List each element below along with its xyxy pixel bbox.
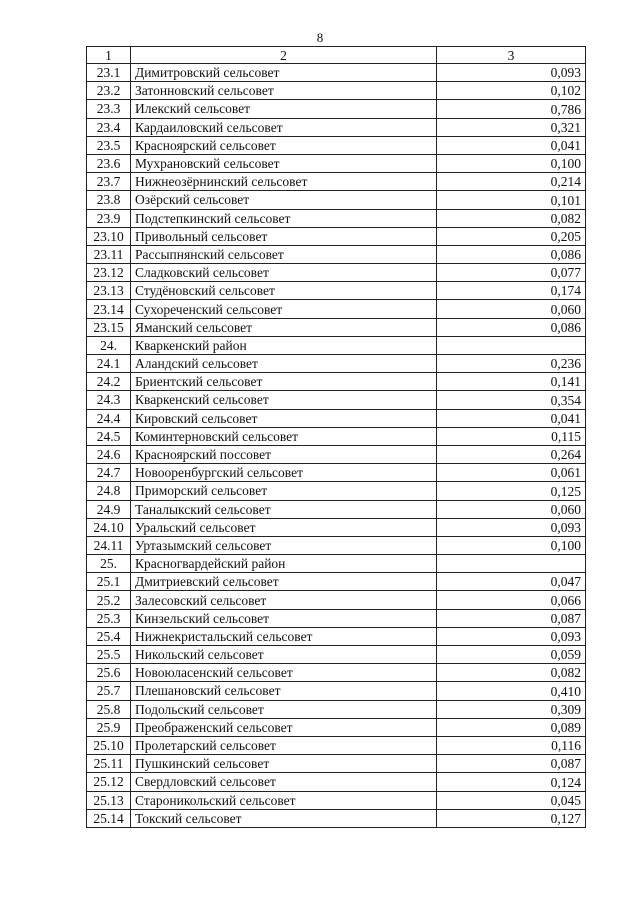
table-row bbox=[87, 336, 586, 354]
row-number-cell: 25.7 bbox=[87, 682, 131, 700]
row-name-cell: Приморский сельсовет bbox=[131, 482, 437, 500]
row-value-cell: 0,101 bbox=[437, 191, 586, 209]
row-value-cell: 0,174 bbox=[437, 282, 586, 300]
row-number-cell: 25.1 bbox=[87, 573, 131, 591]
row-name-cell: Токский сельсовет bbox=[131, 809, 437, 827]
row-value-cell: 0,236 bbox=[437, 355, 586, 373]
row-value-cell: 0,264 bbox=[437, 445, 586, 463]
row-name-cell: Рассыпнянский сельсовет bbox=[131, 245, 437, 263]
row-value-cell: 0,214 bbox=[437, 173, 586, 191]
row-number-cell: 24.8 bbox=[87, 482, 131, 500]
row-value-cell: 0,059 bbox=[437, 646, 586, 664]
table-body bbox=[87, 47, 586, 828]
row-name-cell: Староникольский сельсовет bbox=[131, 791, 437, 809]
table-row bbox=[87, 373, 586, 391]
row-value-cell: 0,066 bbox=[437, 591, 586, 609]
row-value-cell: 0,060 bbox=[437, 300, 586, 318]
table-row bbox=[87, 573, 586, 591]
row-value-cell: 0,086 bbox=[437, 245, 586, 263]
row-name-cell: Студёновский сельсовет bbox=[131, 282, 437, 300]
row-value-cell: 0,077 bbox=[437, 264, 586, 282]
table-row bbox=[87, 209, 586, 227]
row-number-cell: 23.12 bbox=[87, 264, 131, 282]
table-row bbox=[87, 682, 586, 700]
table-row bbox=[87, 718, 586, 736]
table-row bbox=[87, 427, 586, 445]
table-row bbox=[87, 136, 586, 154]
row-number-cell: 23.14 bbox=[87, 300, 131, 318]
row-value-cell: 0,102 bbox=[437, 82, 586, 100]
table-row bbox=[87, 391, 586, 409]
row-number-cell: 25.8 bbox=[87, 700, 131, 718]
row-number-cell: 25.4 bbox=[87, 627, 131, 645]
row-number-cell: 25.5 bbox=[87, 646, 131, 664]
row-name-cell: Привольный сельсовет bbox=[131, 227, 437, 245]
table-row bbox=[87, 118, 586, 136]
row-name-cell: Аландский сельсовет bbox=[131, 355, 437, 373]
row-value-cell: 0,082 bbox=[437, 209, 586, 227]
row-name-cell: Коминтерновский сельсовет bbox=[131, 427, 437, 445]
row-name-cell: Новоюласенский сельсовет bbox=[131, 664, 437, 682]
row-number-cell: 24.2 bbox=[87, 373, 131, 391]
row-number-cell: 23.3 bbox=[87, 100, 131, 118]
row-name-cell: Сладковский сельсовет bbox=[131, 264, 437, 282]
row-number-cell: 25.13 bbox=[87, 791, 131, 809]
row-name-cell: Яманский сельсовет bbox=[131, 318, 437, 336]
row-value-cell: 0,205 bbox=[437, 227, 586, 245]
row-name-cell: Кваркенский сельсовет bbox=[131, 391, 437, 409]
table-row bbox=[87, 482, 586, 500]
row-value-cell bbox=[437, 336, 586, 354]
row-name-cell: Красноярский поссовет bbox=[131, 445, 437, 463]
table-row bbox=[87, 191, 586, 209]
row-value-cell: 0,047 bbox=[437, 573, 586, 591]
row-name-cell: Преображенский сельсовет bbox=[131, 718, 437, 736]
table-row bbox=[87, 646, 586, 664]
row-name-cell: Дмитриевский сельсовет bbox=[131, 573, 437, 591]
row-number-cell: 23.7 bbox=[87, 173, 131, 191]
table-row bbox=[87, 609, 586, 627]
row-value-cell: 0,786 bbox=[437, 100, 586, 118]
table-row bbox=[87, 409, 586, 427]
row-number-cell: 24.1 bbox=[87, 355, 131, 373]
table-row bbox=[87, 536, 586, 554]
header-cell-value: 3 bbox=[437, 47, 586, 64]
row-name-cell: Красногвардейский район bbox=[131, 555, 437, 573]
data-table bbox=[86, 46, 586, 828]
row-name-cell: Нижнеозёрнинский сельсовет bbox=[131, 173, 437, 191]
table-row bbox=[87, 264, 586, 282]
row-number-cell: 23.2 bbox=[87, 82, 131, 100]
row-name-cell: Красноярский сельсовет bbox=[131, 136, 437, 154]
row-name-cell: Никольский сельсовет bbox=[131, 646, 437, 664]
row-value-cell: 0,061 bbox=[437, 464, 586, 482]
row-value-cell: 0,086 bbox=[437, 318, 586, 336]
table-row bbox=[87, 100, 586, 118]
row-number-cell: 24.11 bbox=[87, 536, 131, 554]
row-name-cell: Озёрский сельсовет bbox=[131, 191, 437, 209]
row-value-cell: 0,041 bbox=[437, 136, 586, 154]
row-value-cell: 0,093 bbox=[437, 518, 586, 536]
row-number-cell: 23.15 bbox=[87, 318, 131, 336]
row-number-cell: 25.2 bbox=[87, 591, 131, 609]
table-row bbox=[87, 555, 586, 573]
row-value-cell: 0,141 bbox=[437, 373, 586, 391]
row-value-cell bbox=[437, 555, 586, 573]
row-number-cell: 24. bbox=[87, 336, 131, 354]
table-row bbox=[87, 318, 586, 336]
header-cell-name: 2 bbox=[131, 47, 437, 64]
row-value-cell: 0,100 bbox=[437, 536, 586, 554]
row-name-cell: Новооренбургский сельсовет bbox=[131, 464, 437, 482]
row-name-cell: Кваркенский район bbox=[131, 336, 437, 354]
row-name-cell: Таналыкский сельсовет bbox=[131, 500, 437, 518]
row-number-cell: 24.3 bbox=[87, 391, 131, 409]
row-name-cell: Нижнекристальский сельсовет bbox=[131, 627, 437, 645]
table-row bbox=[87, 773, 586, 791]
row-value-cell: 0,410 bbox=[437, 682, 586, 700]
page-number: 8 bbox=[316, 30, 324, 45]
table-row bbox=[87, 282, 586, 300]
row-number-cell: 24.10 bbox=[87, 518, 131, 536]
row-value-cell: 0,089 bbox=[437, 718, 586, 736]
row-number-cell: 24.7 bbox=[87, 464, 131, 482]
row-name-cell: Подольский сельсовет bbox=[131, 700, 437, 718]
row-value-cell: 0,087 bbox=[437, 755, 586, 773]
header-row bbox=[87, 47, 586, 64]
row-value-cell: 0,041 bbox=[437, 409, 586, 427]
row-name-cell: Илекский сельсовет bbox=[131, 100, 437, 118]
row-value-cell: 0,045 bbox=[437, 791, 586, 809]
row-number-cell: 23.6 bbox=[87, 154, 131, 172]
table-row bbox=[87, 154, 586, 172]
row-number-cell: 23.9 bbox=[87, 209, 131, 227]
row-value-cell: 0,354 bbox=[437, 391, 586, 409]
row-name-cell: Кинзельский сельсовет bbox=[131, 609, 437, 627]
row-name-cell: Сухореченский сельсовет bbox=[131, 300, 437, 318]
table-row bbox=[87, 664, 586, 682]
row-name-cell: Свердловский сельсовет bbox=[131, 773, 437, 791]
row-name-cell: Подстепкинский сельсовет bbox=[131, 209, 437, 227]
row-name-cell: Бриентский сельсовет bbox=[131, 373, 437, 391]
table-row bbox=[87, 173, 586, 191]
table-row bbox=[87, 518, 586, 536]
row-value-cell: 0,093 bbox=[437, 64, 586, 82]
table-row bbox=[87, 736, 586, 754]
row-number-cell: 25.9 bbox=[87, 718, 131, 736]
table-row bbox=[87, 700, 586, 718]
row-number-cell: 24.6 bbox=[87, 445, 131, 463]
row-value-cell: 0,082 bbox=[437, 664, 586, 682]
row-value-cell: 0,321 bbox=[437, 118, 586, 136]
row-number-cell: 25.12 bbox=[87, 773, 131, 791]
row-number-cell: 23.10 bbox=[87, 227, 131, 245]
table-row bbox=[87, 300, 586, 318]
row-value-cell: 0,087 bbox=[437, 609, 586, 627]
row-number-cell: 25. bbox=[87, 555, 131, 573]
row-value-cell: 0,125 bbox=[437, 482, 586, 500]
row-number-cell: 23.1 bbox=[87, 64, 131, 82]
row-number-cell: 25.14 bbox=[87, 809, 131, 827]
row-name-cell: Плешановский сельсовет bbox=[131, 682, 437, 700]
row-number-cell: 23.13 bbox=[87, 282, 131, 300]
row-number-cell: 24.9 bbox=[87, 500, 131, 518]
row-number-cell: 23.4 bbox=[87, 118, 131, 136]
row-name-cell: Затонновский сельсовет bbox=[131, 82, 437, 100]
table-row bbox=[87, 464, 586, 482]
table-row bbox=[87, 82, 586, 100]
table-row bbox=[87, 445, 586, 463]
row-name-cell: Димитровский сельсовет bbox=[131, 64, 437, 82]
row-value-cell: 0,060 bbox=[437, 500, 586, 518]
table-row bbox=[87, 227, 586, 245]
row-value-cell: 0,100 bbox=[437, 154, 586, 172]
row-number-cell: 25.11 bbox=[87, 755, 131, 773]
row-value-cell: 0,309 bbox=[437, 700, 586, 718]
row-number-cell: 25.3 bbox=[87, 609, 131, 627]
row-name-cell: Кировский сельсовет bbox=[131, 409, 437, 427]
table-row bbox=[87, 245, 586, 263]
table-row bbox=[87, 591, 586, 609]
table-row bbox=[87, 627, 586, 645]
row-name-cell: Кардаиловский сельсовет bbox=[131, 118, 437, 136]
row-number-cell: 23.8 bbox=[87, 191, 131, 209]
row-number-cell: 23.11 bbox=[87, 245, 131, 263]
table-row bbox=[87, 809, 586, 827]
row-number-cell: 24.4 bbox=[87, 409, 131, 427]
row-number-cell: 25.10 bbox=[87, 736, 131, 754]
row-name-cell: Пушкинский сельсовет bbox=[131, 755, 437, 773]
table-row bbox=[87, 64, 586, 82]
row-name-cell: Залесовский сельсовет bbox=[131, 591, 437, 609]
row-name-cell: Мухрановский сельсовет bbox=[131, 154, 437, 172]
table-row bbox=[87, 500, 586, 518]
table-row bbox=[87, 755, 586, 773]
row-name-cell: Уртазымский сельсовет bbox=[131, 536, 437, 554]
row-number-cell: 25.6 bbox=[87, 664, 131, 682]
table-row bbox=[87, 355, 586, 373]
row-name-cell: Пролетарский сельсовет bbox=[131, 736, 437, 754]
row-number-cell: 24.5 bbox=[87, 427, 131, 445]
row-value-cell: 0,127 bbox=[437, 809, 586, 827]
table-row bbox=[87, 791, 586, 809]
row-value-cell: 0,115 bbox=[437, 427, 586, 445]
row-value-cell: 0,093 bbox=[437, 627, 586, 645]
row-value-cell: 0,124 bbox=[437, 773, 586, 791]
header-cell-number: 1 bbox=[87, 47, 131, 64]
row-number-cell: 23.5 bbox=[87, 136, 131, 154]
row-name-cell: Уральский сельсовет bbox=[131, 518, 437, 536]
row-value-cell: 0,116 bbox=[437, 736, 586, 754]
